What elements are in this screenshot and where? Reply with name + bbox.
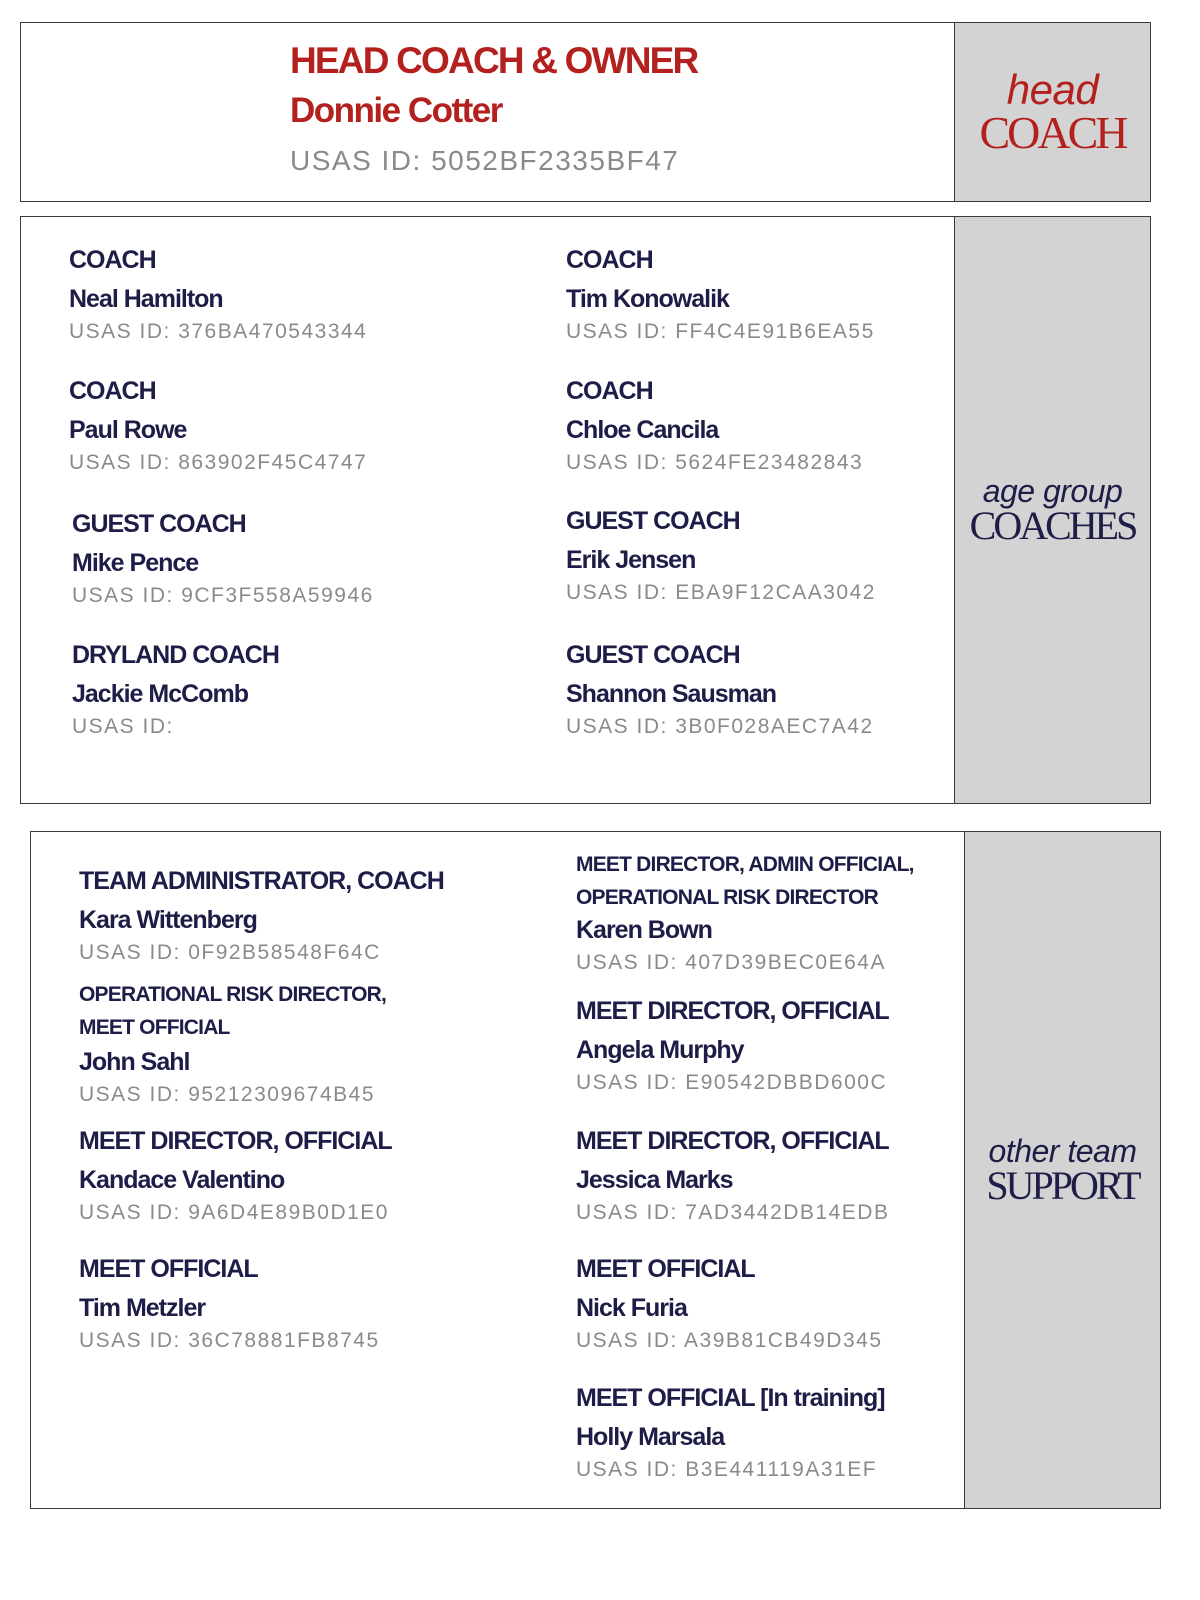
support-entry <box>79 866 499 965</box>
support-name: Holly Marsala <box>576 1423 725 1451</box>
support-usas-id: USAS ID: 0F92B58548F64C <box>79 941 381 964</box>
coach-name: Erik Jensen <box>566 546 696 574</box>
coach-name: Chloe Cancila <box>566 416 719 444</box>
coach-role: DRYLAND COACH <box>72 641 279 669</box>
support-entry <box>576 848 946 975</box>
coach-entry <box>69 376 509 475</box>
head-coach-role: HEAD COACH & OWNER <box>290 40 698 81</box>
support-entry <box>576 1254 1016 1353</box>
support-role: MEET DIRECTOR, ADMIN OFFICIAL, OPERATIONAL RISK DIRECTOR <box>576 853 914 909</box>
support-role: MEET OFFICIAL <box>576 1255 755 1283</box>
coach-role: COACH <box>566 246 653 274</box>
age-group-coaches-section <box>20 216 1151 804</box>
side-label-title: COACHES <box>969 503 1136 548</box>
side-label-script: other team <box>988 1133 1137 1169</box>
support-name: John Sahl <box>79 1048 190 1076</box>
coach-name: Tim Konowalik <box>566 285 729 313</box>
support-usas-id: USAS ID: 36C78881FB8745 <box>79 1329 380 1352</box>
support-role: MEET DIRECTOR, OFFICIAL <box>576 997 889 1025</box>
other-team-support-section <box>30 831 1161 1509</box>
coach-role: COACH <box>566 377 653 405</box>
coach-name: Jackie McComb <box>72 680 248 708</box>
age-group-side-label <box>954 217 1150 803</box>
coach-entry <box>566 640 1006 739</box>
support-role: OPERATIONAL RISK DIRECTOR, MEET OFFICIAL <box>79 983 387 1039</box>
support-name: Kara Wittenberg <box>79 906 257 934</box>
support-entry <box>79 1254 519 1353</box>
coach-entry <box>72 640 512 739</box>
support-name: Kandace Valentino <box>79 1166 285 1194</box>
coach-usas-id: USAS ID: 376BA470543344 <box>69 320 368 343</box>
support-role: MEET OFFICIAL <box>79 1255 258 1283</box>
coach-name: Paul Rowe <box>69 416 187 444</box>
coach-name: Mike Pence <box>72 549 199 577</box>
coach-entry <box>72 509 512 608</box>
side-label-title: SUPPORT <box>986 1163 1139 1208</box>
head-coach-entry <box>290 39 697 183</box>
coach-usas-id: USAS ID: EBA9F12CAA3042 <box>566 581 876 604</box>
support-usas-id: USAS ID: 7AD3442DB14EDB <box>576 1201 890 1224</box>
support-name: Karen Bown <box>576 916 712 944</box>
coach-entry <box>566 376 1006 475</box>
support-name: Nick Furia <box>576 1294 687 1322</box>
support-usas-id: USAS ID: B3E441119A31EF <box>576 1458 878 1481</box>
coach-entry <box>566 506 1006 605</box>
coach-role: GUEST COACH <box>566 507 740 535</box>
coach-usas-id: USAS ID: 863902F45C4747 <box>69 451 368 474</box>
support-name: Jessica Marks <box>576 1166 733 1194</box>
side-label-script: age group <box>982 473 1123 509</box>
head-coach-usas-id: USAS ID: 5052BF2335BF47 <box>290 145 680 176</box>
coach-name: Neal Hamilton <box>69 285 223 313</box>
support-usas-id: USAS ID: A39B81CB49D345 <box>576 1329 883 1352</box>
head-coach-section <box>20 22 1151 202</box>
support-entry <box>576 1126 1016 1225</box>
support-name: Tim Metzler <box>79 1294 206 1322</box>
side-label-title: COACH <box>979 107 1126 159</box>
support-usas-id: USAS ID: 95212309674B45 <box>79 1083 376 1106</box>
coach-usas-id: USAS ID: 3B0F028AEC7A42 <box>566 715 874 738</box>
coach-name: Shannon Sausman <box>566 680 777 708</box>
support-role: TEAM ADMINISTRATOR, COACH <box>79 867 444 895</box>
coach-entry <box>69 245 509 344</box>
support-role: MEET DIRECTOR, OFFICIAL <box>576 1127 889 1155</box>
support-usas-id: USAS ID: 407D39BEC0E64A <box>576 951 886 974</box>
coach-role: COACH <box>69 377 156 405</box>
side-label-script: head <box>1006 66 1099 114</box>
coach-role: GUEST COACH <box>566 641 740 669</box>
support-entry <box>576 1383 1016 1482</box>
support-usas-id: USAS ID: 9A6D4E89B0D1E0 <box>79 1201 389 1224</box>
coach-usas-id: USAS ID: <box>72 715 174 738</box>
head-coach-name: Donnie Cotter <box>290 91 502 130</box>
support-usas-id: USAS ID: E90542DBBD600C <box>576 1071 888 1094</box>
support-entry <box>79 978 419 1107</box>
support-role: MEET DIRECTOR, OFFICIAL <box>79 1127 392 1155</box>
coach-usas-id: USAS ID: 5624FE23482843 <box>566 451 864 474</box>
coach-role: GUEST COACH <box>72 510 246 538</box>
coach-usas-id: USAS ID: 9CF3F558A59946 <box>72 584 374 607</box>
head-coach-side-label <box>954 23 1150 201</box>
support-role: MEET OFFICIAL [In training] <box>576 1384 885 1412</box>
support-entry <box>576 996 1016 1095</box>
support-entry <box>79 1126 519 1225</box>
support-name: Angela Murphy <box>576 1036 744 1064</box>
coach-role: COACH <box>69 246 156 274</box>
support-side-label <box>964 832 1160 1508</box>
coach-usas-id: USAS ID: FF4C4E91B6EA55 <box>566 320 875 343</box>
coach-entry <box>566 245 1006 344</box>
